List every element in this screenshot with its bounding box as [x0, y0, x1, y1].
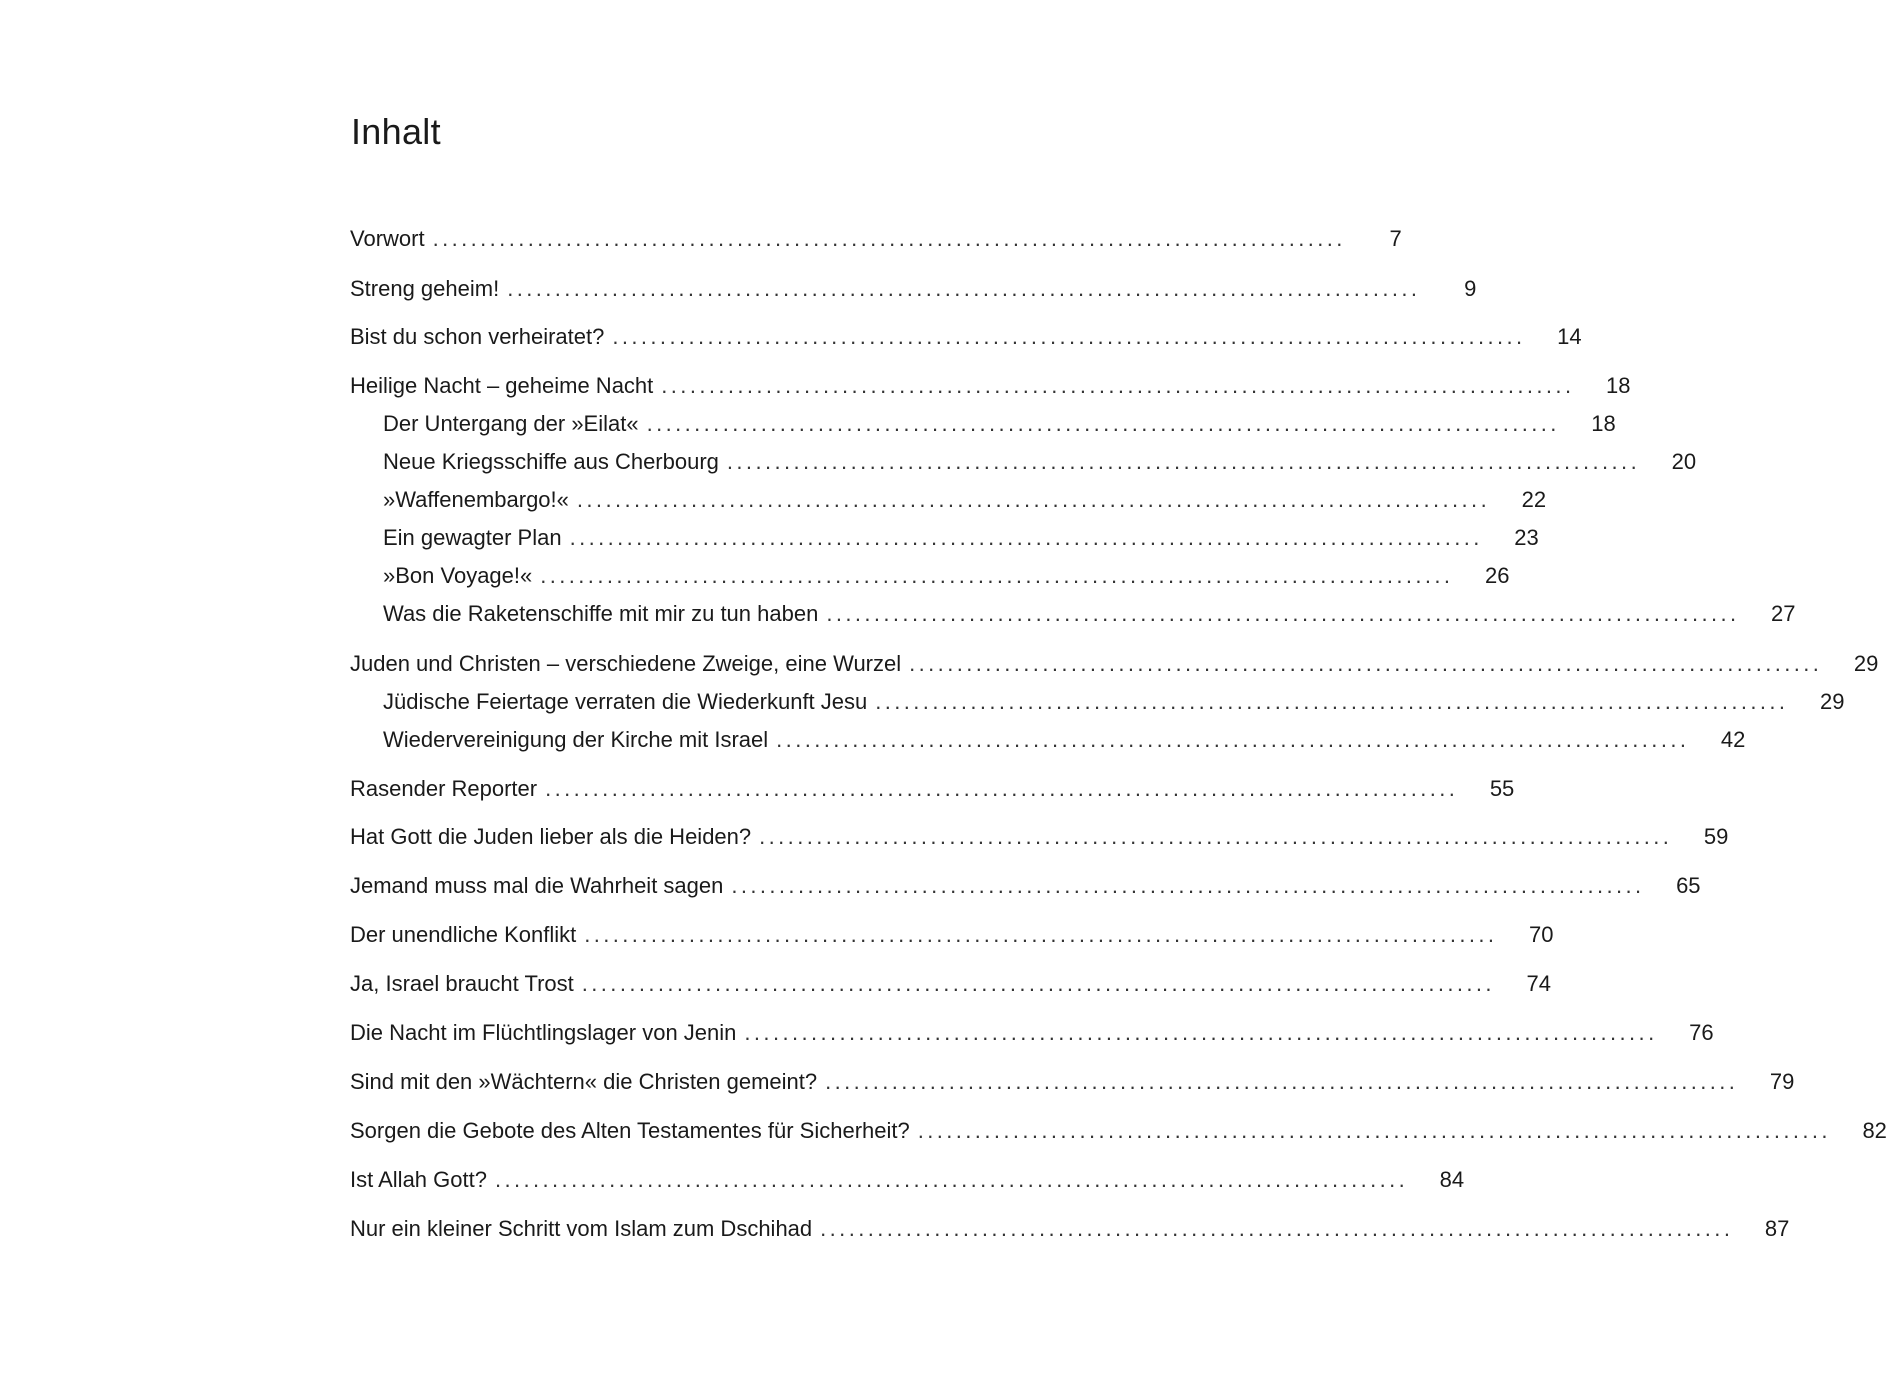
toc-entry [350, 1112, 1887, 1146]
toc-entry [350, 965, 1551, 999]
toc-entry-label: Sorgen die Gebote des Alten Testamentes für Sicherheit? [350, 1118, 910, 1143]
toc-entry [350, 867, 1701, 901]
toc-entry-label: Streng geheim! [350, 276, 500, 301]
toc-entry-label: Der unendliche Konflikt [350, 922, 577, 947]
toc-entry-label: Ja, Israel braucht Trost [350, 971, 574, 996]
toc-dot-leader: ................................................................................................ [776, 727, 1690, 752]
toc-page-number: 55 [1489, 776, 1515, 801]
toc-entry [383, 557, 1510, 591]
toc-entry [350, 367, 1631, 401]
toc-dot-leader: ................................................................................................ [507, 276, 1421, 301]
toc-dot-leader: ................................................................................................ [494, 1167, 1409, 1192]
toc-dot-leader: ................................................................................................ [726, 449, 1641, 474]
toc-page-number: 23 [1514, 525, 1539, 550]
toc-entry [350, 770, 1515, 804]
toc-page-number: 7 [1389, 226, 1402, 251]
toc-entry-label: Jüdische Feiertage verraten die Wiederkunft Jesu [383, 689, 868, 714]
toc-entry-label: »Bon Voyage!« [383, 563, 533, 588]
toc-entry [350, 818, 1729, 852]
toc-entry-label: Der Untergang der »Eilat« [383, 411, 639, 436]
toc-entry-label: Juden und Christen – verschiedene Zweige, eine Wurzel [350, 651, 902, 676]
toc-entry [350, 1210, 1790, 1244]
toc-dot-leader: ................................................................................................ [875, 689, 1789, 714]
toc-page-number: 18 [1591, 411, 1616, 436]
toc-entry [350, 916, 1554, 950]
toc-dot-leader: ................................................................................................ [432, 226, 1346, 251]
toc-page-number: 29 [1819, 689, 1845, 714]
toc-dot-leader: ................................................................................................ [581, 971, 1495, 996]
toc-page-number: 26 [1484, 563, 1510, 588]
toc-entry [350, 1063, 1795, 1097]
toc-page-number: 87 [1764, 1216, 1790, 1241]
toc-page-number: 84 [1439, 1167, 1465, 1192]
page-title: Inhalt [351, 111, 441, 152]
toc-page-number: 65 [1676, 873, 1701, 898]
toc-dot-leader: ................................................................................................ [540, 563, 1454, 588]
toc-entry [350, 220, 1402, 254]
toc-page-number: 22 [1521, 487, 1547, 512]
toc-dot-leader: ................................................................................................ [731, 873, 1645, 898]
toc-dot-leader: ................................................................................................ [759, 824, 1673, 849]
toc-entry-label: Ist Allah Gott? [350, 1167, 487, 1192]
toc-entry [383, 595, 1796, 629]
toc-entry-label: Rasender Reporter [350, 776, 538, 801]
toc-page-number: 9 [1464, 276, 1477, 301]
toc-page-number: 14 [1557, 324, 1582, 349]
toc-page-number: 70 [1528, 922, 1554, 947]
toc-page-number: 42 [1720, 727, 1746, 752]
toc-dot-leader: ................................................................................................ [661, 373, 1575, 398]
toc-page-number: 76 [1689, 1020, 1714, 1045]
toc-dot-leader: ................................................................................................ [744, 1020, 1658, 1045]
toc-dot-leader: ................................................................................................ [576, 487, 1491, 512]
toc-entry [383, 443, 1697, 477]
toc-dot-leader: ................................................................................................ [646, 411, 1560, 436]
toc-dot-leader: ................................................................................................ [569, 525, 1483, 550]
toc-dot-leader: ................................................................................................ [917, 1118, 1831, 1143]
toc-entry [383, 405, 1616, 439]
toc-entry-label: Wiedervereinigung der Kirche mit Israel [383, 727, 769, 752]
toc-dot-leader: ................................................................................................ [545, 776, 1459, 801]
toc-entry [350, 645, 1879, 679]
toc-dot-leader: ................................................................................................ [820, 1216, 1734, 1241]
toc-dot-leader: ................................................................................................ [612, 324, 1526, 349]
toc-page-number: 29 [1853, 651, 1879, 676]
toc-entry-label: Vorwort [350, 226, 425, 251]
toc-dot-leader: ................................................................................................ [825, 1069, 1739, 1094]
toc-entry-label: Ein gewagter Plan [383, 525, 562, 550]
toc-entry [350, 318, 1582, 352]
toc-entry-label: Die Nacht im Flüchtlingslager von Jenin [350, 1020, 737, 1045]
toc-page-number: 27 [1771, 601, 1796, 626]
toc-entry [350, 270, 1477, 304]
toc-entry-label: Heilige Nacht – geheime Nacht [350, 373, 654, 398]
toc-dot-leader: ................................................................................................ [584, 922, 1498, 947]
toc-dot-leader: ................................................................................................ [909, 651, 1823, 676]
toc-entry-label: Jemand muss mal die Wahrheit sagen [350, 873, 724, 898]
toc-entry [383, 481, 1547, 515]
toc-page-number: 20 [1671, 449, 1697, 474]
toc-entry-label: Hat Gott die Juden lieber als die Heiden? [350, 824, 752, 849]
toc-page-number: 82 [1862, 1118, 1887, 1143]
toc-entry-label: »Waffenembargo!« [383, 487, 569, 512]
toc-page-number: 18 [1605, 373, 1631, 398]
toc-entry-label: Nur ein kleiner Schritt vom Islam zum Dschihad [350, 1216, 813, 1241]
toc-page-number: 74 [1526, 971, 1551, 996]
toc-entry-label: Bist du schon verheiratet? [350, 324, 605, 349]
toc-page-number: 59 [1703, 824, 1729, 849]
toc-entry [383, 683, 1845, 717]
toc-entry [350, 1014, 1714, 1048]
toc-entry-label: Neue Kriegsschiffe aus Cherbourg [383, 449, 719, 474]
toc-entry [350, 1161, 1465, 1195]
toc-entry [383, 721, 1746, 755]
toc-page-number: 79 [1769, 1069, 1795, 1094]
toc-entry-label: Sind mit den »Wächtern« die Christen gemeint? [350, 1069, 818, 1094]
toc-entry [383, 519, 1539, 553]
toc-entry-label: Was die Raketenschiffe mit mir zu tun haben [383, 601, 819, 626]
toc-dot-leader: ................................................................................................ [826, 601, 1740, 626]
